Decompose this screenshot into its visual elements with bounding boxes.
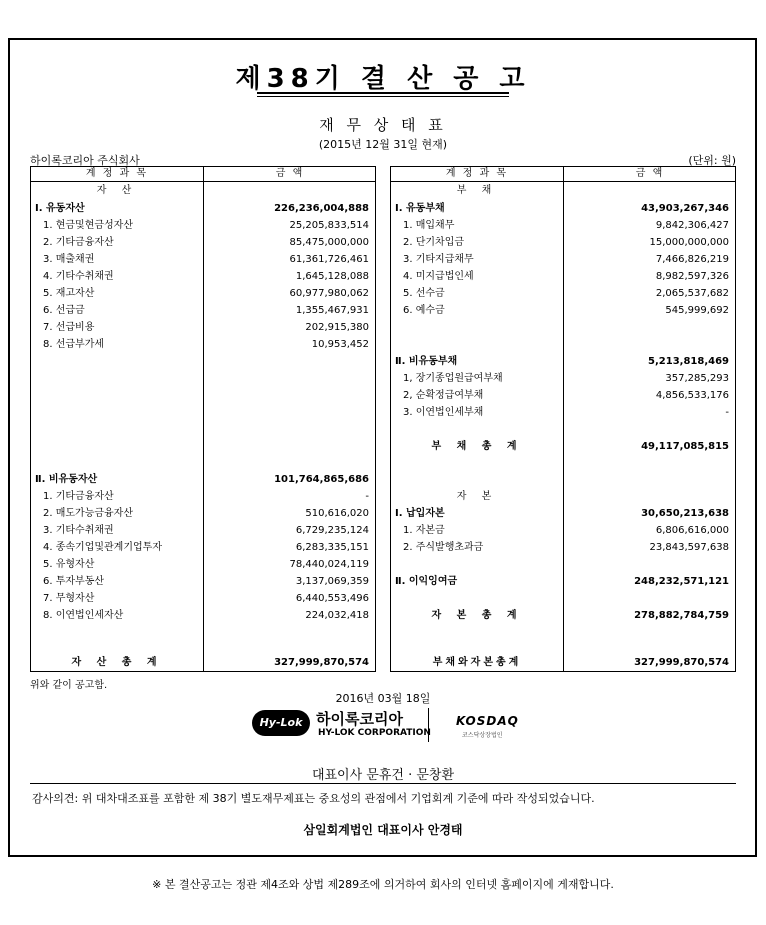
table-row: Ⅰ. 납입자본 30,650,213,638	[395, 508, 729, 519]
table-row: 5. 선수금 2,065,537,682	[403, 288, 729, 299]
table-row: 7. 선급비용 202,915,380	[43, 322, 369, 333]
auditor-signature: 삼일회계법인 대표이사 안경태	[303, 823, 463, 837]
assets-section: 자 산	[96, 185, 138, 196]
notice-statement: 위와 같이 공고함.	[30, 680, 108, 691]
kosdaq-subtitle: 코스닥상장법인	[462, 732, 503, 739]
table-row: 2. 매도가능금융자산 510,616,020	[43, 508, 369, 519]
company-logos	[252, 708, 532, 744]
page-title: 제38기 결 산 공 고	[235, 64, 531, 94]
table-row: 3. 매출채권 61,361,726,461	[43, 254, 369, 265]
assets-total-row: 자 산 총 계 327,999,870,574	[71, 657, 369, 668]
unit-label: (단위: 원)	[688, 154, 736, 167]
amount-header: 금 액	[275, 168, 305, 179]
table-row: 6. 투자부동산 3,137,069,359	[43, 576, 369, 587]
table-row: Ⅰ. 유동자산 226,236,004,888	[35, 203, 369, 214]
account-header: 계 정 과 목	[85, 168, 149, 179]
grand-total-row: 부채와자본총계 327,999,870,574	[432, 657, 729, 668]
table-row: Ⅱ. 비유동부채 5,213,818,469	[395, 356, 729, 367]
table-row: 1. 매입채무 9,842,306,427	[403, 220, 729, 231]
table-row: 4. 기타수취채권 1,645,128,088	[43, 271, 369, 282]
table-row: 6. 예수금 545,999,692	[403, 305, 729, 316]
table-row: 2. 단기차입금 15,000,000,000	[403, 237, 729, 248]
table-row: 2. 기타금융자산 85,475,000,000	[43, 237, 369, 248]
table-row: 2. 주식발행초과금 23,843,597,638	[403, 542, 729, 553]
hylok-logo-icon: Hy-Lok	[252, 710, 310, 736]
footnote: ※ 본 결산공고는 정관 제4조와 상법 제289조에 의거하여 회사의 인터넷 홈페이지에 게재합니다.	[152, 878, 614, 891]
table-row: 1. 자본금 6,806,616,000	[403, 525, 729, 536]
liabilities-total-row: 부 채 총 계 49,117,085,815	[431, 441, 729, 452]
equity-total-row: 자 본 총 계 278,882,784,759	[431, 610, 729, 621]
table-row: 2, 순확정급여부채 4,856,533,176	[403, 390, 729, 401]
amount-header: 금 액	[635, 168, 665, 179]
ceo-names: 대표이사 문휴건 · 문창환	[311, 768, 455, 783]
statement-title: 재 무 상 태 표	[319, 116, 447, 134]
hylok-english-name: HY-LOK CORPORATION	[318, 728, 431, 738]
table-row: Ⅱ. 이익잉여금 248,232,571,121	[395, 576, 729, 587]
table-row: 5. 재고자산 60,977,980,062	[43, 288, 369, 299]
table-row: 8. 이연법인세자산 224,032,418	[43, 610, 369, 621]
table-row: 8. 선급부가세 10,953,452	[43, 339, 369, 350]
table-row: 1. 현금및현금성자산 25,205,833,514	[43, 220, 369, 231]
logo-divider	[428, 708, 429, 742]
title-underline	[257, 92, 509, 94]
liabilities-section: 부 채	[456, 185, 498, 196]
hylok-korean-name: 하이록코리아	[316, 710, 403, 728]
title-underline-thin	[257, 96, 509, 97]
table-row: 4. 미지급법인세 8,982,597,326	[403, 271, 729, 282]
divider	[30, 783, 736, 784]
equity-section: 자 본	[456, 491, 498, 502]
table-row: 4. 종속기업및관계기업투자 6,283,335,151	[43, 542, 369, 553]
table-row: 3. 기타지급채무 7,466,826,219	[403, 254, 729, 265]
header-rule	[391, 181, 735, 182]
audit-opinion: 감사의견: 위 대차대조표를 포함한 제 38기 별도재무제표는 중요성의 관점에서 기업회계 기준에 따라 작성되었습니다.	[32, 792, 595, 805]
balance-sheet	[30, 166, 736, 672]
liabilities-equity-table	[390, 166, 736, 672]
assets-table	[30, 166, 376, 672]
table-row: 7. 무형자산 6,440,553,496	[43, 593, 369, 604]
table-row: 6. 선급금 1,355,467,931	[43, 305, 369, 316]
table-row: Ⅰ. 유동부채 43,903,267,346	[395, 203, 729, 214]
header-rule	[31, 181, 375, 182]
notice-date: 2016년 03월 18일	[335, 692, 431, 705]
company-name: 하이록코리아 주식회사	[30, 154, 140, 167]
account-header: 계 정 과 목	[445, 168, 509, 179]
kosdaq-logo-icon: KOSDAQ	[456, 714, 519, 728]
table-row: 1, 장기종업원급여부채 357,285,293	[403, 373, 729, 384]
as-of-date: (2015년 12월 31일 현재)	[318, 138, 448, 151]
table-row: Ⅱ. 비유동자산 101,764,865,686	[35, 474, 369, 485]
table-row: 1. 기타금융자산 -	[43, 491, 369, 502]
table-row: 3. 기타수취채권 6,729,235,124	[43, 525, 369, 536]
table-row: 3. 이연법인세부채 -	[403, 407, 729, 418]
table-row: 5. 유형자산 78,440,024,119	[43, 559, 369, 570]
